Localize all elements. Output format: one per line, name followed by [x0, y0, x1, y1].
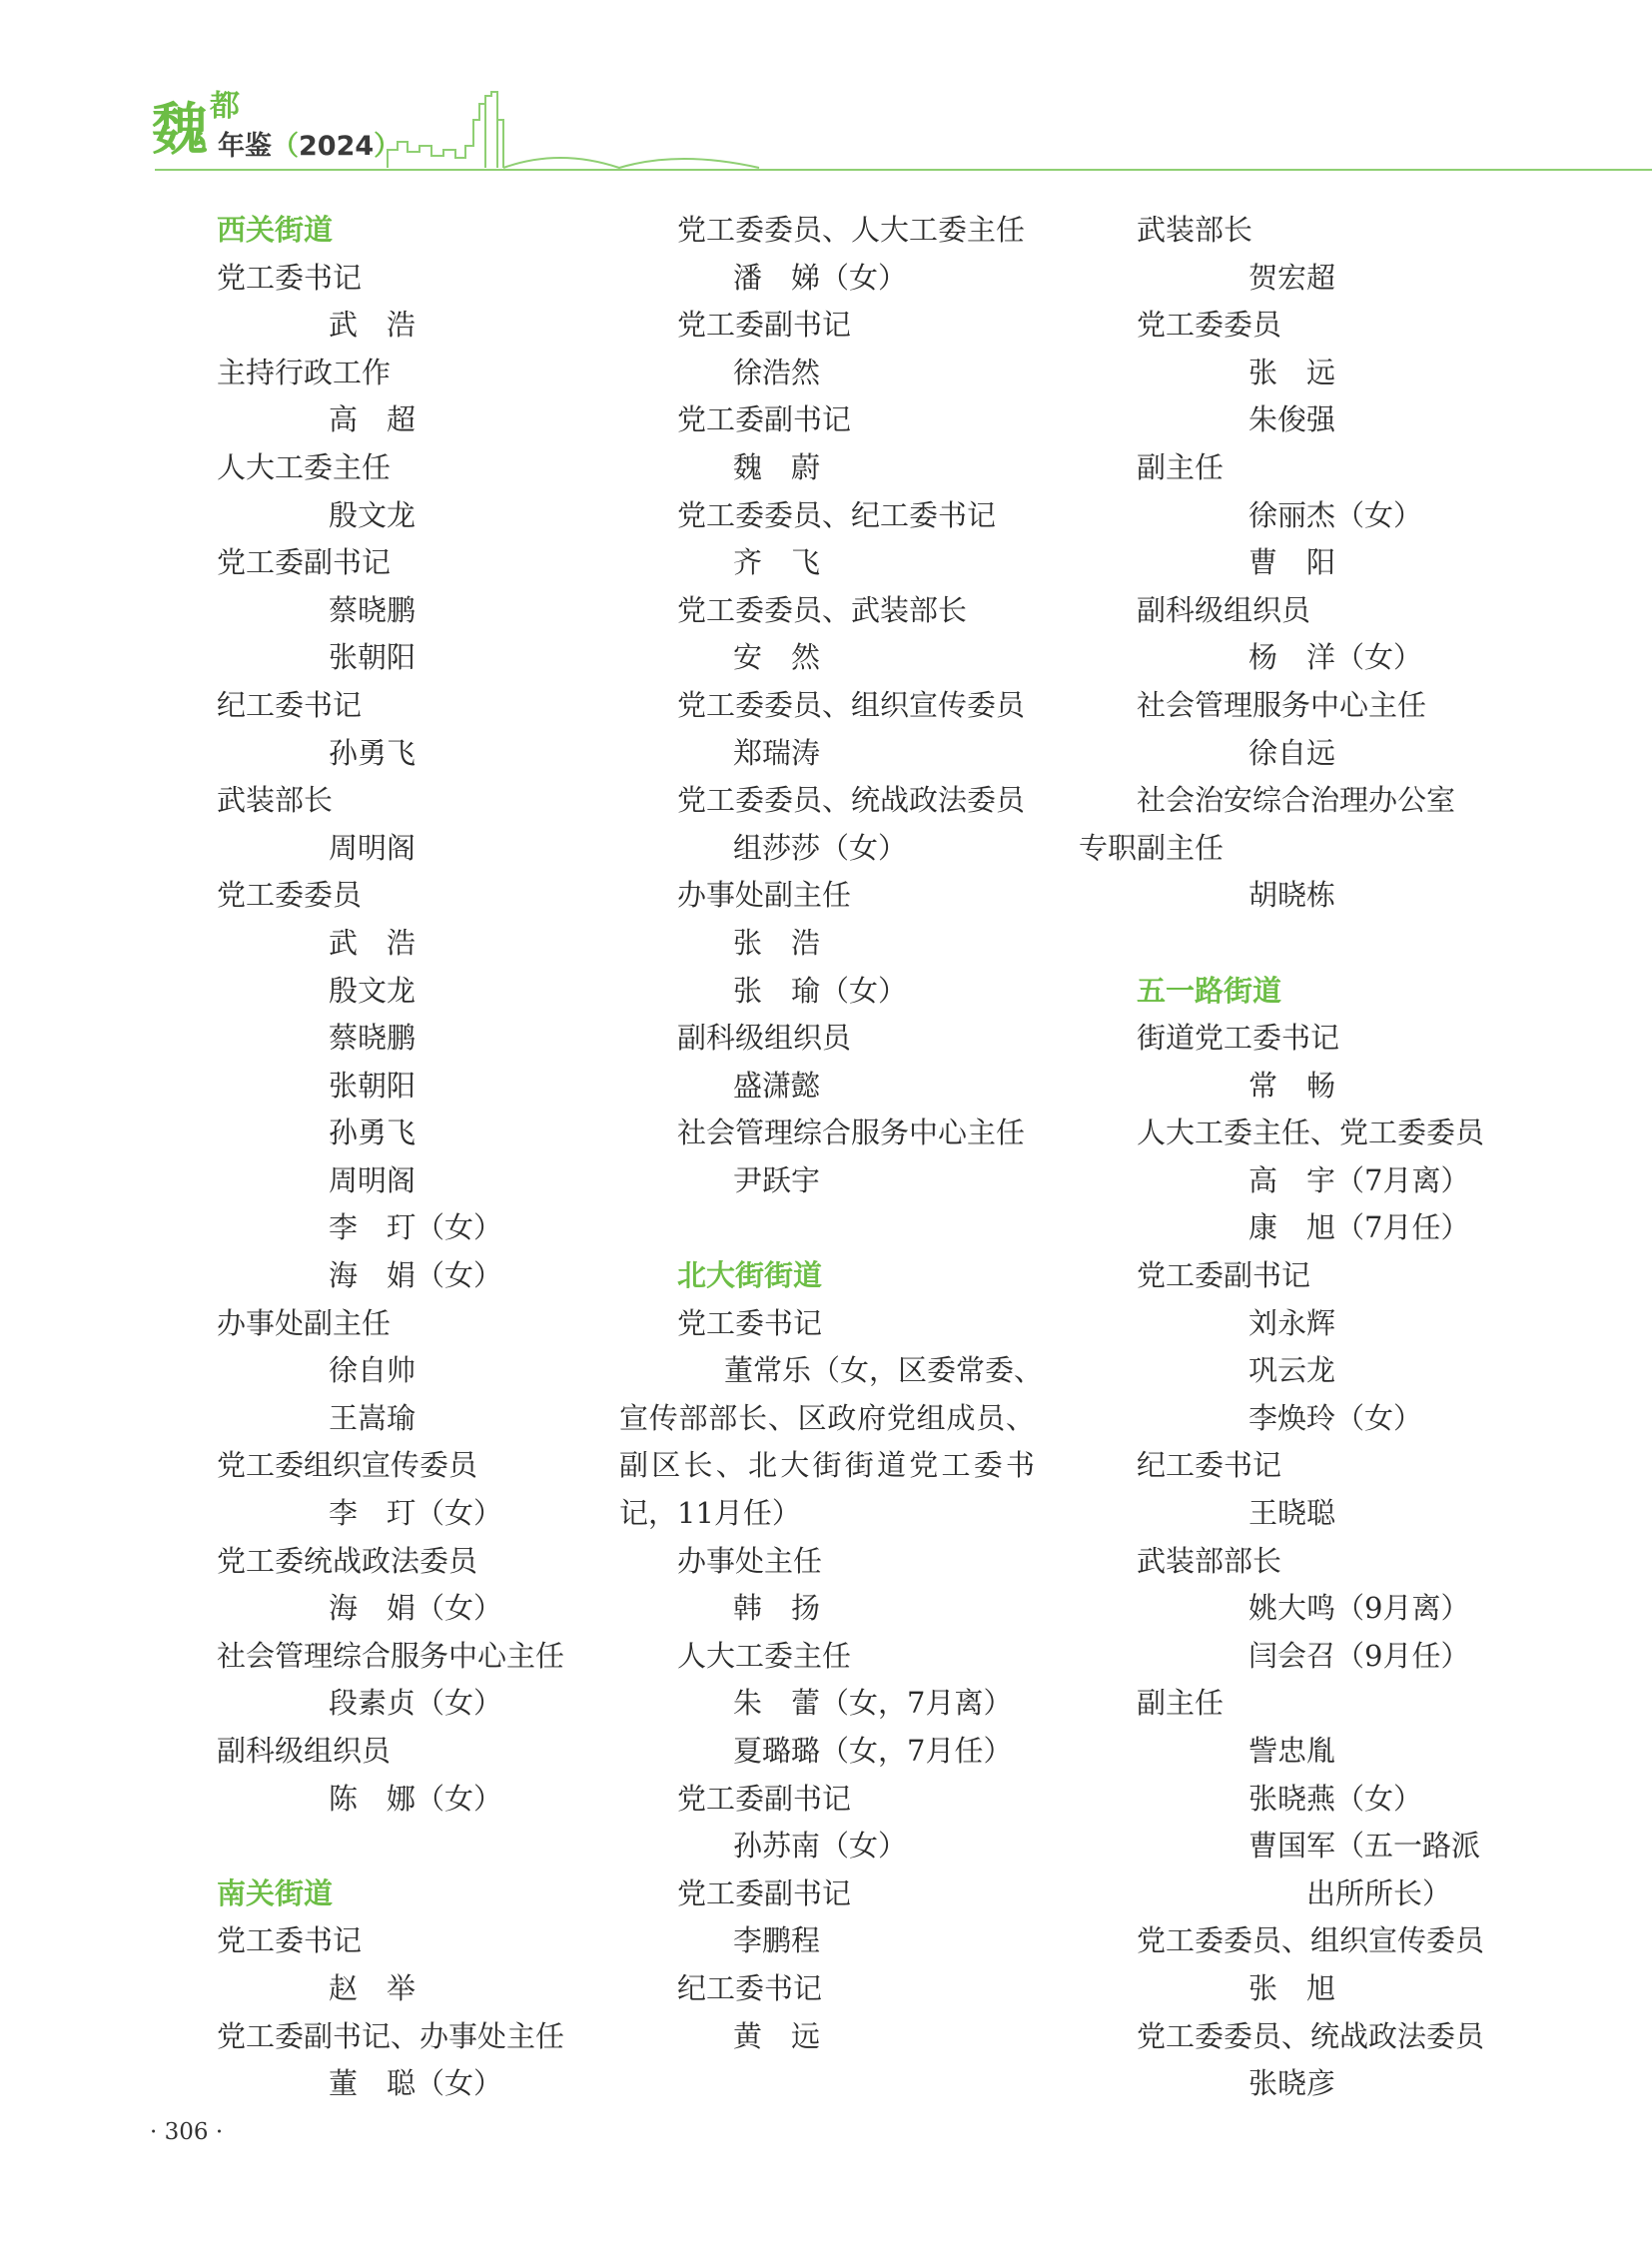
- person-name: 武 浩: [329, 308, 416, 343]
- person-name: 陈 娜（女）: [329, 1781, 503, 1816]
- person-name: 刘永辉: [1248, 1305, 1336, 1340]
- person-name: 徐自远: [1248, 735, 1336, 770]
- person-name: 徐自帅: [329, 1353, 416, 1388]
- person-name: 李鹏程: [733, 1923, 821, 1958]
- spacer: [217, 1823, 656, 1870]
- person-name: 李 玎（女）: [329, 1210, 503, 1245]
- section-heading: 西关街道: [217, 213, 334, 247]
- continuation-line: 宣传部部长、区政府党组成员、: [619, 1400, 1035, 1435]
- person-name: 张朝阳: [329, 1068, 416, 1103]
- position-title: 纪工委书记: [217, 687, 363, 722]
- position-title: 副科级组织员: [1137, 592, 1311, 627]
- person-name: 常 畅: [1248, 1068, 1336, 1103]
- position-title: 办事处主任: [677, 1543, 823, 1578]
- position-title: 党工委副书记: [1137, 1258, 1311, 1293]
- person-name: 齐 飞: [733, 545, 821, 580]
- person-name: 周明阁: [329, 830, 416, 865]
- person-name: 曹国军（五一路派: [1248, 1829, 1481, 1864]
- section-heading: 五一路街道: [1137, 973, 1282, 1008]
- person-name: 张晓燕（女）: [1248, 1781, 1423, 1816]
- person-name: 杨 洋（女）: [1248, 640, 1423, 675]
- person-name: 殷文龙: [329, 973, 416, 1008]
- yearbook-year: 2024: [299, 131, 375, 162]
- person-name: 安 然: [733, 640, 821, 675]
- person-name: 蔡晓鹏: [329, 1021, 416, 1056]
- position-title: 党工委委员、统战政法委员: [677, 783, 1026, 818]
- person-name: 海 娟（女）: [329, 1591, 503, 1626]
- yearbook-title: [218, 133, 401, 160]
- person-name: 潘 娣（女）: [733, 260, 908, 295]
- person-name: 韩 扬: [733, 1591, 821, 1626]
- position-title: 人大工委主任、党工委委员: [1137, 1116, 1485, 1150]
- spacer: [1137, 920, 1516, 968]
- position-title: 党工委委员、统战政法委员: [1137, 2018, 1485, 2053]
- logo-sub-mark: 都: [210, 89, 240, 124]
- person-name: 董常乐（女，区委常委、: [724, 1353, 1044, 1388]
- person-name: 郑瑞涛: [733, 735, 821, 770]
- page-number: · 306 ·: [150, 2119, 224, 2145]
- position-title: 纪工委书记: [1137, 1448, 1282, 1483]
- year-close-paren: ）: [374, 131, 402, 162]
- position-title: 党工委书记: [677, 1305, 823, 1340]
- person-name: 蔡晓鹏: [329, 592, 416, 627]
- position-title: 党工委委员、组织宣传委员: [677, 687, 1026, 722]
- person-name: 段素贞（女）: [329, 1686, 503, 1721]
- section-heading: 北大街街道: [677, 1258, 823, 1293]
- yearbook-label: 年鉴: [218, 131, 272, 162]
- position-title: 党工委委员、武装部长: [677, 592, 968, 627]
- person-name: 董 聪（女）: [329, 2066, 503, 2101]
- position-title: 党工委统战政法委员: [217, 1543, 478, 1578]
- position-title: 社会治安综合治理办公室: [1137, 783, 1456, 818]
- person-name: 张 浩: [733, 925, 821, 960]
- position-title: 纪工委书记: [677, 1970, 823, 2005]
- person-name: 周明阁: [329, 1162, 416, 1197]
- person-name: 赵 举: [329, 1970, 416, 2005]
- continuation-line: 出所所长）: [1306, 1875, 1452, 1910]
- position-title: 副科级组织员: [677, 1021, 852, 1056]
- person-name: 曹 阳: [1248, 545, 1336, 580]
- person-name: 盛潇懿: [733, 1068, 821, 1103]
- person-name: 姚大鸣（9月离）: [1248, 1591, 1470, 1626]
- person-name: 海 娟（女）: [329, 1258, 503, 1293]
- person-name: 王嵩瑜: [329, 1400, 416, 1435]
- position-title: 武装部部长: [1137, 1543, 1282, 1578]
- person-name: 殷文龙: [329, 497, 416, 532]
- position-title: 党工委副书记: [677, 402, 852, 437]
- person-name: 孙勇飞: [329, 735, 416, 770]
- continuation-line: 专职副主任: [1079, 830, 1225, 865]
- person-name: 李 玎（女）: [329, 1496, 503, 1531]
- position-title: 党工委委员、纪工委书记: [677, 497, 997, 532]
- person-name: 张 旭: [1248, 1970, 1336, 2005]
- position-title: 党工委副书记: [677, 1875, 852, 1910]
- text-column-1: [217, 207, 656, 2108]
- position-title: 党工委副书记: [677, 1781, 852, 1816]
- position-title: 办事处副主任: [677, 878, 852, 913]
- person-name: 张 瑜（女）: [733, 973, 908, 1008]
- person-name: 夏璐璐（女，7月任）: [733, 1734, 1013, 1768]
- position-title: 街道党工委书记: [1137, 1021, 1340, 1056]
- person-name: 胡晓栋: [1248, 878, 1336, 913]
- person-name: 高 超: [329, 402, 416, 437]
- position-title: 副科级组织员: [217, 1734, 392, 1768]
- position-title: 党工委副书记、办事处主任: [217, 2018, 565, 2053]
- person-name: 闫会召（9月任）: [1248, 1638, 1470, 1673]
- position-title: 党工委委员: [217, 878, 363, 913]
- position-title: 党工委副书记: [217, 545, 392, 580]
- position-title: 主持行政工作: [217, 355, 392, 389]
- person-name: 康 旭（7月任）: [1248, 1210, 1470, 1245]
- position-title: 党工委书记: [217, 1923, 363, 1958]
- person-name: 徐丽杰（女）: [1248, 497, 1423, 532]
- person-name: 朱俊强: [1248, 402, 1336, 437]
- person-name: 巩云龙: [1248, 1353, 1336, 1388]
- continuation-line: 副区长、北大街街道党工委书: [619, 1448, 1035, 1483]
- person-name: 张朝阳: [329, 640, 416, 675]
- position-title: 副主任: [1137, 449, 1225, 484]
- position-title: 人大工委主任: [677, 1638, 852, 1673]
- position-title: 党工委委员、人大工委主任: [677, 213, 1026, 247]
- person-name: 李焕玲（女）: [1248, 1400, 1423, 1435]
- person-name: 尹跃宇: [733, 1162, 821, 1197]
- person-name: 訾忠胤: [1248, 1734, 1336, 1768]
- position-title: 社会管理服务中心主任: [1137, 687, 1427, 722]
- position-title: 党工委委员、组织宣传委员: [1137, 1923, 1485, 1958]
- position-title: 社会管理综合服务中心主任: [677, 1116, 1026, 1150]
- person-name: 魏 蔚: [733, 449, 821, 484]
- text-column-3: [1079, 207, 1516, 2108]
- page-header: [0, 0, 1652, 185]
- person-name: 黄 远: [733, 2018, 821, 2053]
- year-open-paren: （: [272, 131, 299, 162]
- continuation-line: 记，11月任）: [619, 1496, 801, 1531]
- position-title: 党工委副书记: [677, 308, 852, 343]
- person-name: 朱 蕾（女，7月离）: [733, 1686, 1013, 1721]
- position-title: 社会管理综合服务中心主任: [217, 1638, 565, 1673]
- position-title: 武装部长: [1137, 213, 1253, 247]
- position-title: 党工委组织宣传委员: [217, 1448, 478, 1483]
- logo-mark: 魏: [152, 97, 208, 163]
- position-title: 党工委书记: [217, 260, 363, 295]
- person-name: 张 远: [1248, 355, 1336, 389]
- position-title: 副主任: [1137, 1686, 1225, 1721]
- person-name: 孙勇飞: [329, 1116, 416, 1150]
- person-name: 武 浩: [329, 925, 416, 960]
- text-column-2: [619, 207, 1057, 2060]
- position-title: 武装部长: [217, 783, 334, 818]
- person-name: 徐浩然: [733, 355, 821, 389]
- person-name: 高 宇（7月离）: [1248, 1162, 1470, 1197]
- person-name: 孙苏南（女）: [733, 1829, 908, 1864]
- spacer: [677, 1204, 1057, 1252]
- position-title: 人大工委主任: [217, 449, 392, 484]
- position-title: 党工委委员: [1137, 308, 1282, 343]
- section-heading: 南关街道: [217, 1875, 334, 1910]
- position-title: 办事处副主任: [217, 1305, 392, 1340]
- person-name: 贺宏超: [1248, 260, 1336, 295]
- person-name: 张晓彦: [1248, 2066, 1336, 2101]
- person-name: 组莎莎（女）: [733, 830, 908, 865]
- person-name: 王晓聪: [1248, 1496, 1336, 1531]
